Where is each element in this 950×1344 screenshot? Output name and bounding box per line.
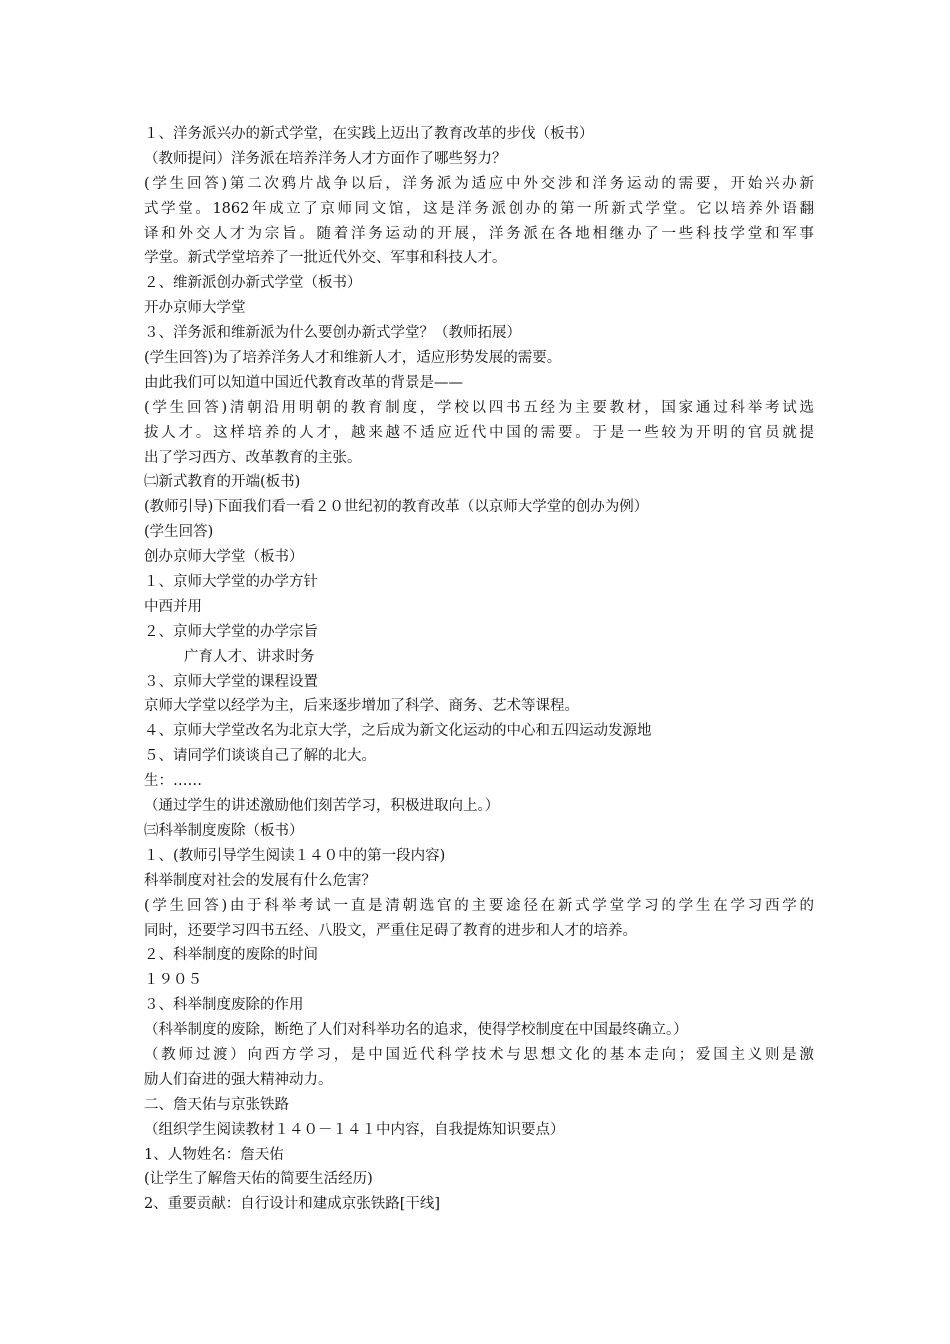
text-line: 创办京师大学堂（板书） (144, 549, 304, 566)
text-line: 励人们奋进的强大精神动力。 (144, 1071, 333, 1088)
text-line: 2、重要贡献：自行设计和建成京张铁路[干线] (144, 1196, 441, 1213)
text-line: 出了学习西方、改革教育的主张。 (144, 449, 362, 466)
text-line: （教师提问）洋务派在培养洋务人才方面作了哪些努力？ (144, 150, 507, 167)
text-line: 二、詹天佑与京张铁路 (144, 1096, 289, 1113)
text-line: （组织学生阅读教材１４０－１４１中内容，自我提炼知识要点） (144, 1121, 565, 1138)
text-line: (学生回答)清朝沿用明朝的教育制度，学校以四书五经为主要教材，国家通过科举考试选 (144, 399, 814, 416)
text-line: (教师引导)下面我们看一看２０世纪初的教育改革（以京师大学堂的创办为例） (144, 499, 649, 516)
text-line: （科举制度的废除，断绝了人们对科举功名的追求，使得学校制度在中国最终确立。） (144, 1022, 688, 1039)
text-line: (学生回答)第二次鸦片战争以后，洋务派为适应中外交涉和洋务运动的需要，开始兴办新 (144, 175, 814, 192)
text-line: １、洋务派兴办的新式学堂，在实践上迈出了教育改革的步伐（板书） (144, 126, 594, 142)
text-line: ３、京师大学堂的课程设置 (144, 673, 318, 690)
text-line: １、京师大学堂的办学方针 (144, 574, 318, 591)
text-line: 科举制度对社会的发展有什么危害？ (144, 872, 376, 889)
text-line: ５、请同学们谈谈自己了解的北大。 (144, 748, 376, 765)
text-line: ３、洋务派和维新派为什么要创办新式学堂？（教师拓展） (144, 325, 521, 342)
text-line: ２、维新派创办新式学堂（板书） (144, 275, 362, 292)
text-line: ２、京师大学堂的办学宗旨 (144, 623, 318, 640)
text-line: （教师过渡）向西方学习，是中国近代科学技术与思想文化的基本走向；爱国主义则是激 (144, 1046, 814, 1063)
text-line: 译和外交人才为宗旨。随着洋务运动的开展，洋务派在各地相继办了一些科技学堂和军事 (144, 225, 814, 242)
text-line: 由此我们可以知道中国近代教育改革的背景是—— (144, 374, 463, 391)
text-line: 式学堂。1862年成立了京师同文馆，这是洋务派创办的第一所新式学堂。它以培养外语翻 (144, 200, 814, 217)
text-line: 广育人才、讲求时务 (184, 648, 315, 665)
text-line: ２、科举制度的废除的时间 (144, 947, 318, 964)
text-line: 开办京师大学堂 (144, 300, 246, 317)
text-line: 拔人才。这样培养的人才，越来越不适应近代中国的需要。于是一些较为开明的官员就提 (144, 424, 814, 441)
text-line: 生：…… (144, 773, 202, 790)
text-line: 学堂。新式学堂培养了一批近代外交、军事和科技人才。 (144, 250, 507, 267)
text-line: (让学生了解詹天佑的简要生活经历) (144, 1171, 373, 1188)
text-line: （通过学生的讲述激励他们刻苦学习，积极进取向上。） (144, 798, 500, 815)
text-line: 同时，还要学习四书五经、八股文，严重住足碍了教育的进步和人才的培养。 (144, 922, 637, 939)
text-line: １９０５ (144, 972, 202, 989)
text-line: (学生回答) (144, 524, 214, 541)
text-line: １、(教师引导学生阅读１４０中的第一段内容) (144, 847, 446, 864)
text-line: (学生回答)由于科举考试一直是清朝选官的主要途径在新式学堂学习的学生在学习西学的 (144, 897, 814, 914)
text-line: 中西并用 (144, 598, 202, 615)
text-line: ㈡新式教育的开端(板书) (144, 474, 301, 491)
text-line: 1、人物姓名：詹天佑 (144, 1146, 284, 1163)
text-line: ４、京师大学堂改名为北京大学，之后成为新文化运动的中心和五四运动发源地 (144, 723, 652, 740)
text-line: ３、科举制度废除的作用 (144, 997, 304, 1014)
text-line: (学生回答)为了培养洋务人才和维新人才，适应形势发展的需要。 (144, 350, 562, 367)
document-body (144, 122, 814, 1217)
text-line: ㈢科举制度废除（板书） (144, 822, 304, 839)
text-line: 京师大学堂以经学为主，后来逐步增加了科学、商务、艺术等课程。 (144, 698, 579, 715)
